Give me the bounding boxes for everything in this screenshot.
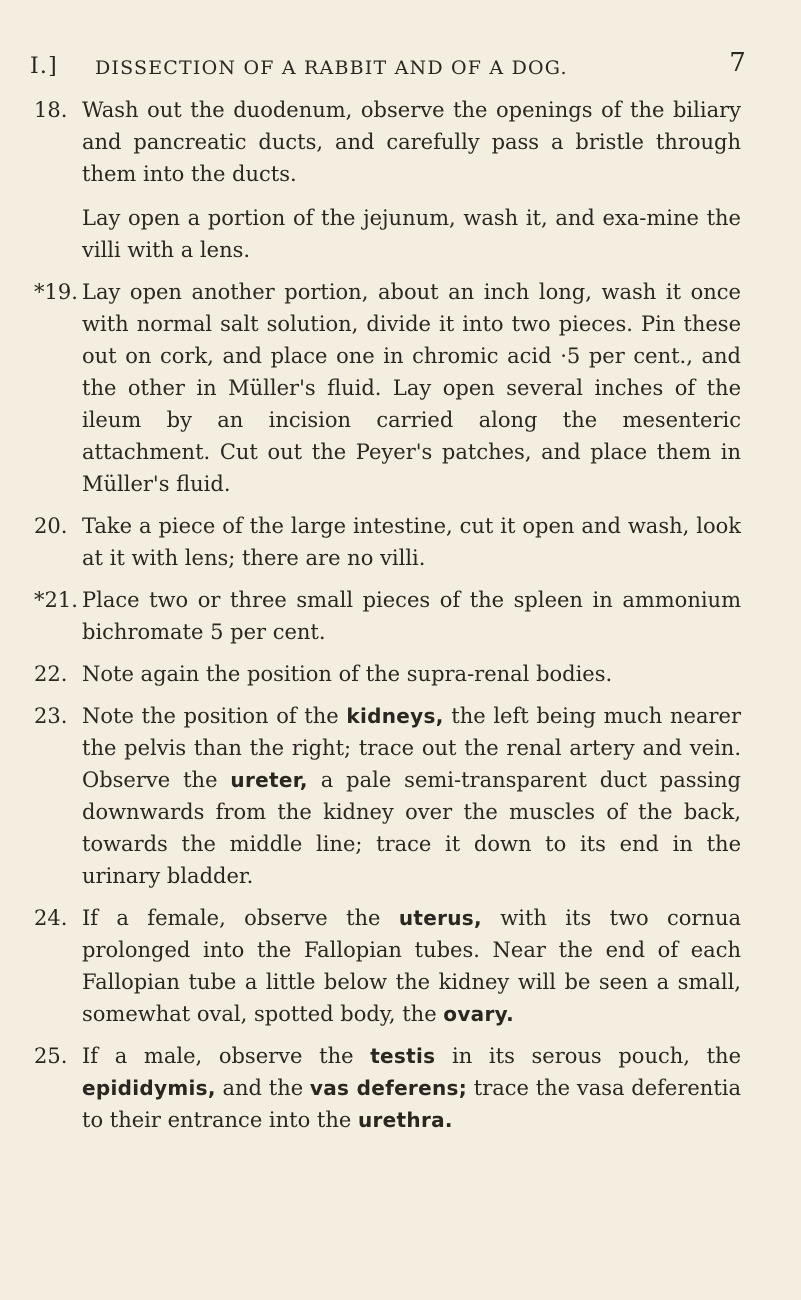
running-header (30, 48, 747, 84)
text-segment: the left being much nearer the pelvis than the right; trace out the renal artery and vein. Observe the (82, 704, 741, 792)
item-number: 23. (34, 704, 68, 728)
instruction-item (30, 276, 741, 500)
item-paragraph (82, 584, 741, 648)
item-number: 25. (34, 1044, 68, 1068)
text-segment: trace the vasa deferentia to their entrance into the (82, 1076, 742, 1132)
instruction-item (30, 510, 741, 574)
item-body (82, 1040, 741, 1136)
item-body (82, 658, 741, 690)
item-body (82, 700, 741, 892)
item-paragraph (82, 902, 741, 1030)
item-paragraph (82, 510, 741, 574)
instruction-item (30, 658, 741, 690)
text-segment: Note the position of the (82, 704, 347, 728)
item-number: *21. (34, 588, 78, 612)
anatomical-term: uterus, (398, 906, 482, 930)
item-paragraph (82, 700, 741, 892)
text-segment: a pale semi-transparent duct passing downwards from the kidney over the muscles of the back, towards the middle line; trace it down to its end in the urinary bladder. (82, 768, 741, 888)
numbered-instructions (30, 94, 741, 1136)
text-segment: If a female, observe the (82, 906, 399, 930)
item-body (82, 94, 741, 266)
item-paragraph (82, 658, 741, 690)
item-body (82, 510, 741, 574)
item-paragraph (82, 1040, 741, 1136)
instruction-item (30, 700, 741, 892)
item-body (82, 902, 741, 1030)
text-segment: Lay open another portion, about an inch long, wash it once with normal salt solution, divide it into two pieces. Pin these out on cork, and place one in chromic acid ·5 per cent., and the other in Müller's fluid. Lay open several inches of the ileum by an incision carried along the mesenteric attachment. Cut out the Peyer's patches, and place them in Müller's fluid. (82, 280, 741, 496)
instruction-item (30, 902, 741, 1030)
item-paragraph (82, 94, 741, 190)
text-segment: in its serous pouch, the (435, 1044, 741, 1068)
item-number: 18. (34, 98, 68, 122)
item-number: *19. (34, 280, 78, 304)
anatomical-term: vas deferens; (309, 1076, 467, 1100)
anatomical-term: urethra. (357, 1108, 453, 1132)
text-segment: Wash out the duodenum, observe the openings of the biliary and pancreatic ducts, and carefully pass a bristle through them into the ducts. (82, 98, 741, 186)
anatomical-term: testis (370, 1044, 436, 1068)
text-segment: and the (215, 1076, 310, 1100)
item-body (82, 584, 741, 648)
anatomical-term: ovary. (443, 1002, 515, 1026)
anatomical-term: ureter, (230, 768, 308, 792)
running-title: DISSECTION OF A RABBIT AND OF A DOG. (95, 57, 568, 79)
item-body (82, 276, 741, 500)
instruction-item (30, 584, 741, 648)
text-segment: with its two cornua prolonged into the Fallopian tubes. Near the end of each Fallopian tube a little below the kidney will be seen a small, somewhat oval, spotted body, the (82, 906, 742, 1026)
item-paragraph (82, 276, 741, 500)
instruction-item (30, 1040, 741, 1136)
chapter-number: I.] (30, 54, 58, 79)
text-segment: If a male, observe the (82, 1044, 371, 1068)
instruction-item (30, 94, 741, 266)
anatomical-term: epididymis, (82, 1076, 216, 1100)
item-number: 24. (34, 906, 68, 930)
item-number: 20. (34, 514, 68, 538)
text-segment: Note again the position of the supra-renal bodies. (82, 662, 613, 686)
text-segment: Place two or three small pieces of the spleen in ammonium bichromate 5 per cent. (82, 588, 741, 644)
item-number: 22. (34, 662, 68, 686)
page-number: 7 (729, 48, 747, 78)
anatomical-term: kidneys, (346, 704, 444, 728)
item-paragraph (82, 202, 741, 266)
text-segment: Take a piece of the large intestine, cut it open and wash, look at it with lens; there are no villi. (82, 514, 741, 570)
text-segment: Lay open a portion of the jejunum, wash it, and exa-mine the villi with a lens. (82, 206, 741, 262)
